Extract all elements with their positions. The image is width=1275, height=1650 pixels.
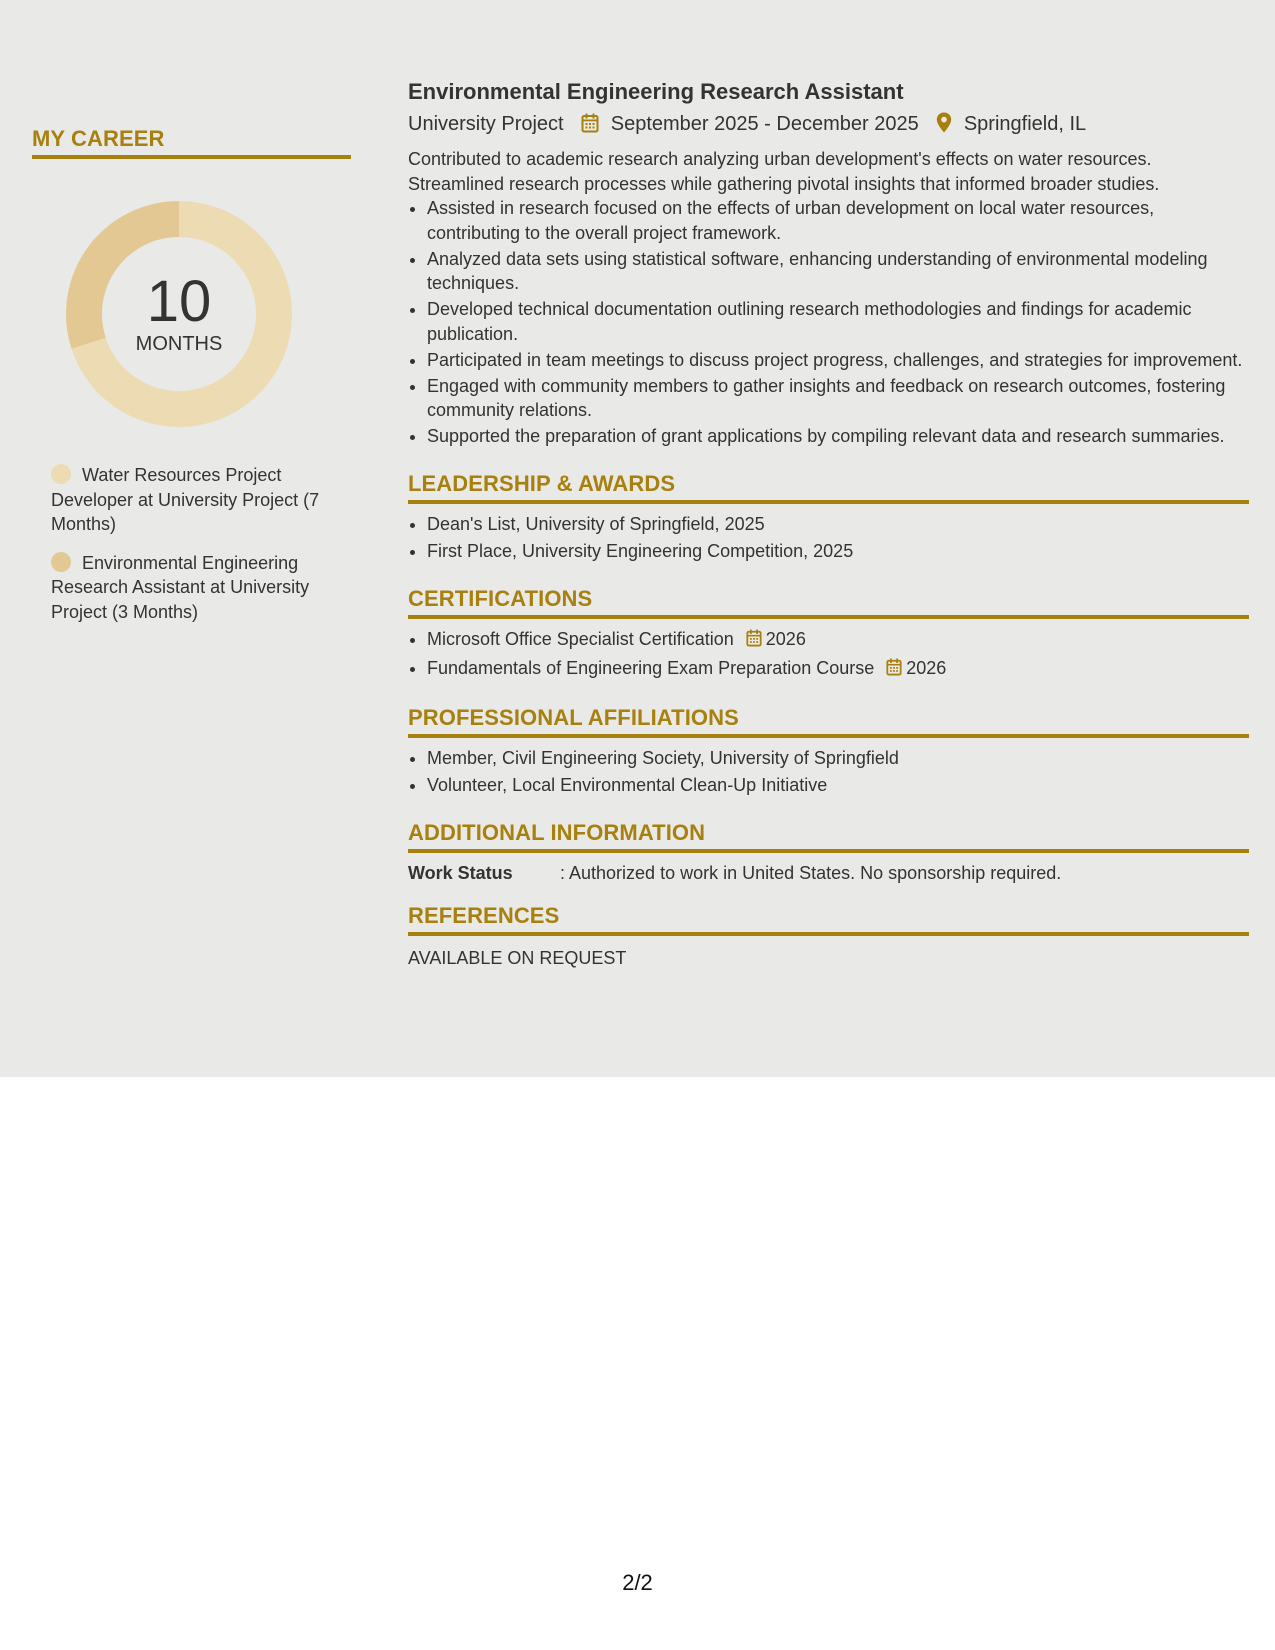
job-bullet: • Supported the preparation of grant applications by compiling relevant data and research summaries. [427,424,1249,449]
certification-name: Microsoft Office Specialist Certification [427,628,734,649]
job-bullet: • Participated in team meetings to discuss project progress, challenges, and strategies for improvement. [427,348,1249,373]
map-pin-icon [936,112,952,141]
job-title: Environmental Engineering Research Assistant [408,79,904,104]
legend-dot [51,464,71,484]
job-bullet: • Assisted in research focused on the effects of urban development on local water resources, contributing to the overall project framework. [427,196,1249,245]
total-months-number: 10 [146,269,212,334]
certification-year: 2026 [765,628,806,649]
additional-info-section [408,820,1249,885]
main-content [408,78,1249,969]
career-heading: MY CAREER [32,126,351,159]
leadership-heading: LEADERSHIP & AWARDS [408,471,1249,504]
job-company: University Project [408,113,564,135]
total-months-unit: MONTHS [135,333,223,355]
job-bullet: • Developed technical documentation outlining research methodologies and findings for academic publication. [427,297,1249,346]
references-section [408,903,1249,969]
job-bullets [408,196,1249,449]
job-location: Springfield, IL [963,113,1087,135]
work-status-value: : Authorized to work in United States. No sponsorship required. [560,862,1062,883]
leadership-item: • Dean's List, University of Springfield, 2025 [427,512,1249,537]
job-dates: September 2025 - December 2025 [610,113,919,135]
certification-item [427,656,1249,683]
leadership-item: • First Place, University Engineering Competition, 2025 [427,539,1249,564]
job-summary: Contributed to academic research analyzing urban development's effects on water resources. Streamlined research processes while gathering pivotal insights that informed broader studies. [408,149,1160,194]
certification-name: Fundamentals of Engineering Exam Preparation Course [427,658,875,678]
affiliation-item: • Member, Civil Engineering Society, University of Springfield [427,746,1249,771]
legend-label: Water Resources Project Developer at University Project (7 Months) [51,465,320,534]
leadership-section [408,471,1249,564]
donut-center-label [66,201,292,427]
legend-label: Environmental Engineering Research Assistant at University Project (3 Months) [51,552,310,622]
legend-dot [51,552,71,572]
affiliation-item: • Volunteer, Local Environmental Clean-Up Initiative [427,773,1249,798]
certifications-heading: CERTIFICATIONS [408,586,1249,619]
job-meta [408,110,1249,141]
legend-item [51,463,341,537]
affiliations-section [408,705,1249,798]
page-number: 2/2 [622,1570,653,1595]
certifications-section [408,586,1249,683]
career-donut-chart [66,201,292,427]
job-bullet: • Analyzed data sets using statistical software, enhancing understanding of environmental modeling techniques. [427,247,1249,296]
references-text: AVAILABLE ON REQUEST [408,947,627,968]
certification-item [427,627,1249,654]
affiliations-list [408,746,1249,798]
references-heading: REFERENCES [408,903,1249,936]
certifications-list [408,627,1249,683]
additional-info-heading: ADDITIONAL INFORMATION [408,820,1249,853]
calendar-icon [746,629,762,654]
work-status-row [408,861,1249,885]
certification-year: 2026 [906,658,947,678]
legend-item [51,551,341,625]
calendar-icon [581,113,599,141]
calendar-icon [886,658,902,683]
affiliations-heading: PROFESSIONAL AFFILIATIONS [408,705,1249,738]
job-bullet: • Engaged with community members to gather insights and feedback on research outcomes, fostering community relations. [427,374,1249,423]
work-status-label: Work Status [408,862,513,883]
career-sidebar [32,126,351,638]
career-legend [51,463,341,624]
leadership-list [408,512,1249,564]
